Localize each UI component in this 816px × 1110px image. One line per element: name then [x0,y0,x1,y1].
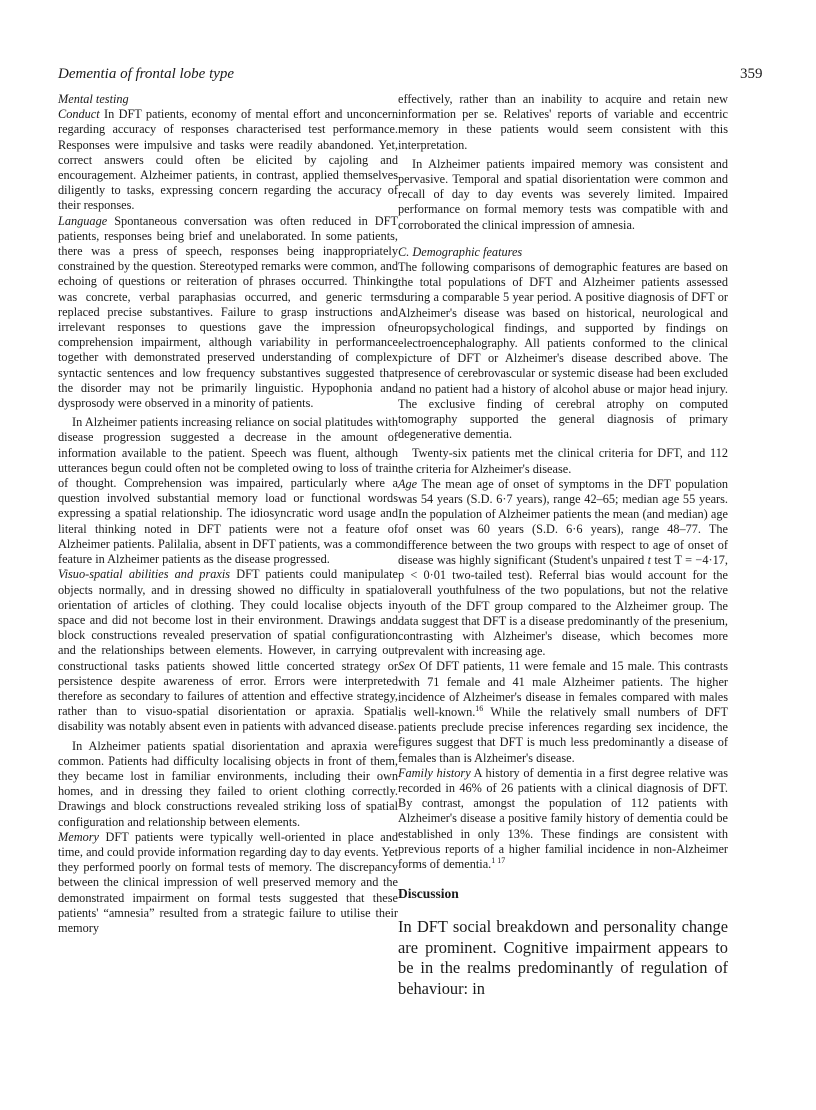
subheading-visuo-spatial: Visuo-spatial abilities and praxis [58,567,231,582]
running-title: Dementia of frontal lobe type [58,66,235,82]
text-sex-b: While the relatively small numbers of DFT patients preclude precise inferences regarding sex incidence, the figures suggest that DFT is much less predominantly a disease of females than is Alzheimer's disease. [398,704,728,765]
section-heading-discussion: Discussion [398,886,459,902]
paragraph-conduct [58,107,398,213]
paragraph-patient-counts: Twenty-six patients met the clinical criteria for DFT, and 112 the criteria for Alzheimer's disease. [398,446,728,476]
reference-1-17: 1 17 [491,855,506,865]
subheading-age: Age [398,476,418,491]
paragraph-visuo-alzheimer: In Alzheimer patients spatial disorientation and apraxia were common. Patients had difficulty localising objects in front of them, they became lost in familiar environments, including their own homes, and in dressing they failed to orient clothing correctly. Drawings and block constructions revealed striking loss of spatial configuration and relationship between elements. [58,738,398,829]
text-family-history: A history of dementia in a first degree relative was recorded in 46% of 26 patients with a clinical diagnosis of DFT. By contrast, amongst the population of 112 patients with Alzheimer's disease a positive family history of dementia could be established in only 13%. These findings are consistent with previous reports of a higher familial incidence in non-Alzheimer forms of dementia. [398,765,728,871]
paragraph-memory-continued: effectively, rather than an inability to acquire and retain new information per se. Relatives' reports of variable and eccentric memory in these patients would seem consistent with this interpretation. [398,92,728,152]
text-age-a: The mean age of onset of symptoms in the DFT population was 54 years (S.D. 6·7 years), range 42–65; median age 55 years. In the population of Alzheimer patients the mean (and median) age of onset was 60 years (S.D. 6·6 years), range 48–77. The difference between the two groups with respect to age of onset of disease was highly significant (Student's unpaired [398,476,728,567]
paragraph-visuo-spatial [58,567,398,734]
text-sex-a: Of DFT patients, 11 were female and 15 male. This contrasts with 71 female and 41 male Alzheimer patients. The higher incidence of Alzheimer's disease in females compared with males is well-known. [398,659,728,719]
text-visuo-spatial: DFT patients could manipulate objects normally, and in dressing showed no difficulty in spatial orientation of articles of clothing. They could localise objects in space and did not become lost in their environment. Drawings and block constructions revealed preservation of spatial configuration and the relationships between elements. However, in carrying out constructional tasks patients showed little concerted strategy or persistence despite awareness of error. Errors were interpreted therefore as secondary to failures of attention and effective strategy, rather than to visuo-spatial disorientation or apraxia. Spatial disability was notably absent even in patients with advanced disease. [58,567,398,734]
paragraph-language-alzheimer: In Alzheimer patients increasing reliance on social platitudes with disease progression suggested a decrease in the amount of information available to the patient. Speech was fluent, although utterances begun could often not be completed owing to loss of train of thought. Comprehension was impaired, particularly where a question involved substantial memory load or functional words expressing a spatial relationship. The idiosyncratic word usage and literal thinking noted in DFT patients were not a feature of Alzheimer patients. Palilalia, absent in DFT patients, was a common feature in Alzheimer patients as the disease progressed. [58,415,398,567]
paragraph-memory [58,830,398,936]
text-age-b: test T = −4·17, p < 0·01 two-tailed test). Referral bias would account for the overall youthfulness of the two populations, but not the relative youth of the DFT group compared to the Alzheimer group. The data suggest that DFT is a disease predominantly of the presenium, contrasting with Alzheimer's disease, which becomes more prevalent with increasing age. [398,552,729,659]
paragraph-family-history [398,766,728,872]
text-memory: DFT patients were typically well-oriented in place and time, and could provide information regarding day to day events. Yet they performed poorly on formal tests of memory. The discrepancy between the clinical impression of well preserved memory and the demonstrated impairment on formal tests suggested that these patients' “amnesia” resulted from a strategic failure to utilise their memory [58,829,398,935]
section-heading-mental-testing: Mental testing [58,92,129,106]
subheading-sex: Sex [398,659,416,674]
reference-16: 16 [475,703,484,713]
page-number: 359 [740,66,763,82]
left-column [58,92,398,936]
subheading-family-history: Family history [398,765,471,780]
section-heading-demographic: C. Demographic features [398,244,523,259]
paragraph-age [398,477,728,659]
paragraph-demographic-intro: The following comparisons of demographic features are based on the total populations of DFT and Alzheimer patients assessed during a comparable 5 year period. A positive diagnosis of DFT or Alzheimer's disease was based on historical, neurological and neuropsychological findings, and supported by findings on electroencephalography. All patients conformed to the clinical picture of DFT or Alzheimer's disease described above. The presence of cerebrovascular or systemic disease had been excluded and no patient had a history of alcohol abuse or major head injury. The exclusive finding of cerebral atrophy on computed tomography supported the general diagnosis of primary degenerative dementia. [398,260,728,442]
subheading-conduct: Conduct [58,107,100,122]
right-column [398,92,728,999]
text-language: Spontaneous conversation was often reduced in DFT patients, responses being brief and unelaborated. In some patients, there was a press of speech, responses being inappropriately constrained by the question. Stereotyped remarks were common, and echoing of questions or reiteration of phrases occurred. Thinking was concrete, verbal paraphasias occurred, and generic terms replaced precise substantives. Failure to grasp instructions and irrelevant responses to questions gave the impression of comprehension impairment, although variability in performance together with demonstrated preserved understanding of complex syntactic sentences and low frequency substantives suggested that the disorder may not be primarily linguistic. Hypophonia and dysprosody were observed in a minority of patients. [58,213,398,411]
paragraph-language [58,214,398,412]
text-age-t: t [647,552,652,567]
subheading-language: Language [58,213,108,228]
paragraph-sex [398,659,728,765]
subheading-memory: Memory [58,829,99,844]
paragraph-discussion: In DFT social breakdown and personality change are prominent. Cognitive impairment appears to be in the realms predominantly of regulation of behaviour: in [398,917,728,998]
paragraph-memory-alzheimer: In Alzheimer patients impaired memory was consistent and pervasive. Temporal and spatial disorientation were common and recall of day to day events was severely limited. Impaired performance on formal memory tests was compatible with and corroborated the clinical impression of amnesia. [398,156,728,232]
text-conduct: In DFT patients, economy of mental effort and unconcern regarding accuracy of responses characterised test performance. Responses were impulsive and tasks were readily abandoned. Yet, correct answers could often be elicited by cajoling and encouragement. Alzheimer patients, in contrast, applied themselves diligently to tasks, expressing concern regarding the accuracy of their responses. [58,107,398,213]
